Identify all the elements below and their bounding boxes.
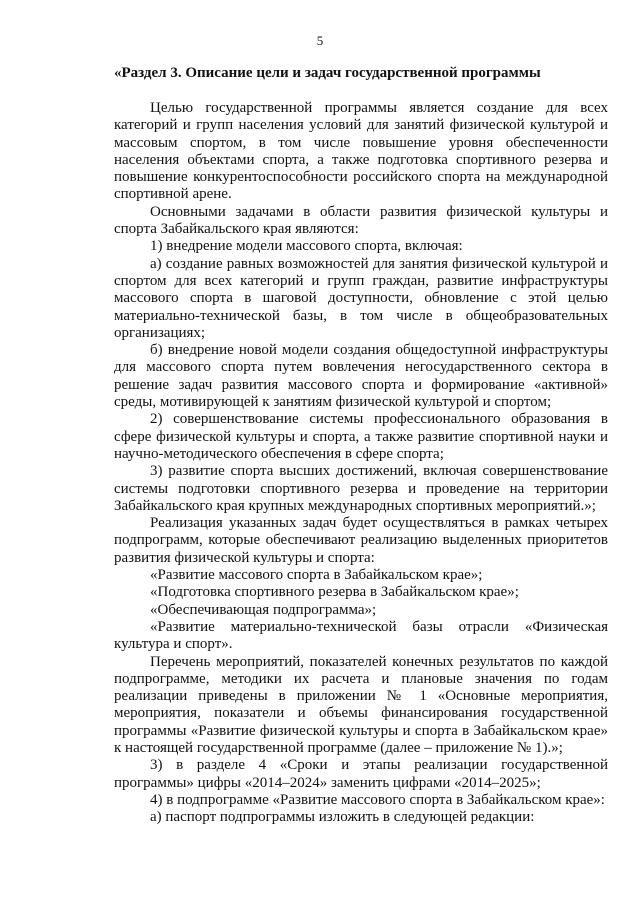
page-number: 5 <box>316 33 324 48</box>
section-title: «Раздел 3. Описание цели и задач государственной программы <box>114 65 541 81</box>
paragraph-amendment-3: 3) в разделе 4 «Сроки и этапы реализации государственной программы» цифры «2014–2024» заменить цифрами «2014–2025»; <box>114 757 608 791</box>
paragraph-goal: Целью государственной программы является создание для всех категорий и групп населения условий для занятий физической культурой и массовым спортом, в том числе повышение уровня обеспеченности населения объектами спорта, а также подготовка спортивного резерва и повышение конкурентоспособности российского спорта на международной спортивной арене. <box>114 100 608 203</box>
paragraph-amendment-4a: а) паспорт подпрограммы изложить в следующей редакции: <box>150 809 535 826</box>
paragraph-tasks-intro: Основными задачами в области развития физической культуры и спорта Забайкальского края являются: <box>114 203 608 238</box>
paragraph-task-1b: б) внедрение новой модели создания общедоступной инфраструктуры для массового спорта путем вовлечения негосударственного сектора в решение задач развития массового спорта и формирование «активной» среды, мотивирующей к занятиям физической культурой и спортом; <box>114 342 608 411</box>
body-text <box>114 100 608 826</box>
paragraph-subprogram-3: «Обеспечивающая подпрограмма»; <box>150 601 377 618</box>
paragraph-subprograms-intro: Реализация указанных задач будет осуществляться в рамках четырех подпрограмм, которые обеспечивают реализацию выделенных приоритетов развития физической культуры и спорта: <box>114 515 608 566</box>
paragraph-task-3: 3) развитие спорта высших достижений, включая совершенствование системы подготовки спортивного резерва и проведение на территории Забайкальского края крупных международных спортивных мероприятий.»; <box>114 463 608 514</box>
paragraph-activities-list: Перечень мероприятий, показателей конечных результатов по каждой подпрограмме, методики их расчета и плановые значения по годам реализации приведены в приложении № 1 «Основные мероприятия, мероприятия, показатели и объемы финансирования государственной программы «Развитие физической культуры и спорта в Забайкальском крае» к настоящей государственной программе (далее – приложение № 1).»; <box>114 653 608 756</box>
paragraph-task-1: 1) внедрение модели массового спорта, включая: <box>150 238 463 255</box>
paragraph-amendment-4: 4) в подпрограмме «Развитие массового спорта в Забайкальском крае»: <box>150 791 605 808</box>
paragraph-subprogram-2: «Подготовка спортивного резерва в Забайкальском крае»; <box>150 584 519 601</box>
paragraph-subprogram-1: «Развитие массового спорта в Забайкальском крае»; <box>150 567 483 584</box>
paragraph-task-2: 2) совершенствование системы профессионального образования в сфере физической культуры и спорта, а также развитие спортивной науки и научно-методического обеспечения в сфере спорта; <box>114 411 608 462</box>
paragraph-subprogram-4: «Развитие материально-технической базы отрасли «Физическая культура и спорт». <box>114 618 608 653</box>
paragraph-task-1a: а) создание равных возможностей для занятия физической культурой и спортом для всех категорий и групп граждан, развитие инфраструктуры массового спорта в шаговой доступности, обновление с этой целью материально-технической базы, в том числе в общеобразовательных организациях; <box>114 255 608 341</box>
